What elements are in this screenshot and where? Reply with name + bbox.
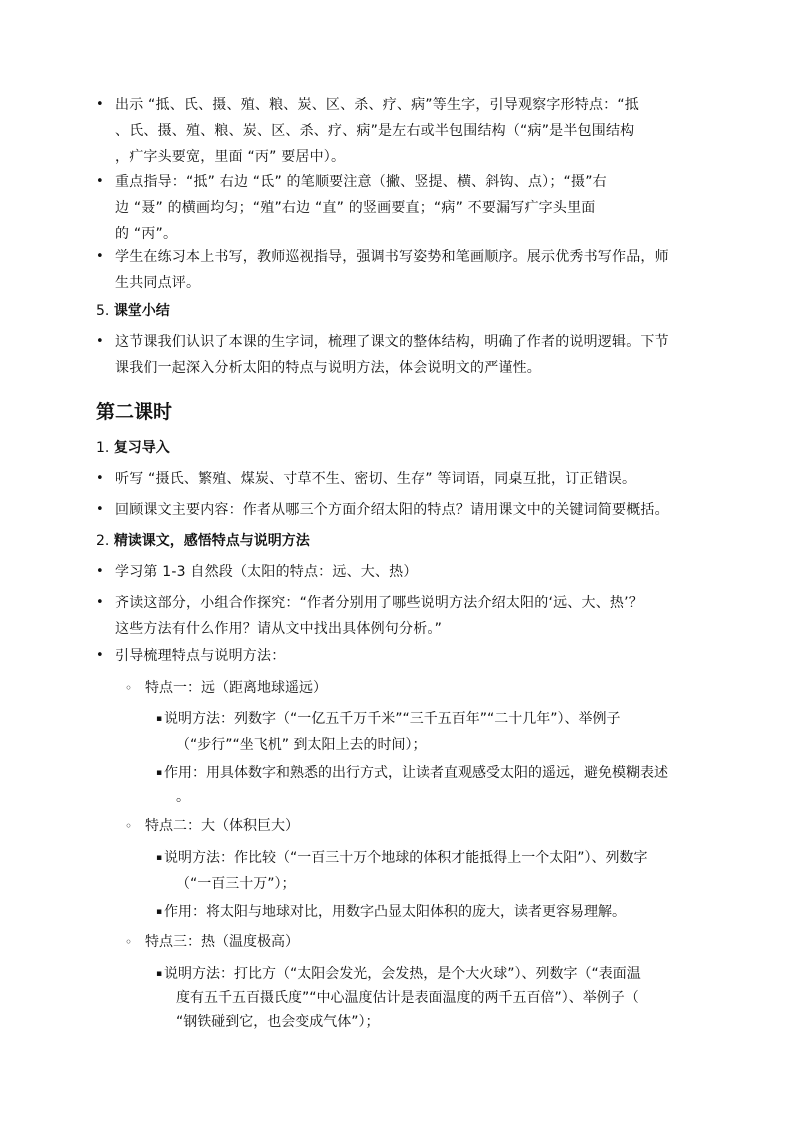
text-line: 边 “聂” 的横画均匀；“殖”右边 “直” 的竖画要直；“病” 不要漏写疒字头里面 <box>115 200 596 216</box>
lesson-heading: 第二课时 <box>96 401 173 423</box>
text-line: 齐读这部分，小组合作探究：“作者分别用了哪些说明方法介绍太阳的‘远、大、热’？ <box>115 595 643 611</box>
list-bullet: • <box>96 174 104 189</box>
list-item <box>115 169 695 247</box>
section-title: 复习导入 <box>113 440 170 456</box>
section-title: 课堂小结 <box>113 303 170 319</box>
list-bullet: • <box>96 648 104 663</box>
list-bullet: • <box>96 502 104 517</box>
detail-line: 说明方法：列数字（“一亿五千万千米”“三千五百年”“二十几年”）、举例子 <box>164 711 621 727</box>
section-heading <box>96 298 170 324</box>
detail-bullet: ▪ <box>156 853 163 863</box>
list-bullet: • <box>96 595 104 610</box>
text-line: 重点指导：“抵” 右边 “氐” 的笔顺要注意（撇、竖提、横、斜钩、点）；“摄”右 <box>115 174 607 190</box>
text-line: 出示 “抵、氏、摄、殖、粮、炭、区、杀、疗、病”等生字，引导观察字形特点：“抵 <box>115 97 640 113</box>
section-number: 2. <box>96 533 110 549</box>
text-line: 课我们一起深入分析太阳的特点与说明方法，体会说明文的严谨性。 <box>115 360 541 376</box>
section-heading <box>96 528 310 554</box>
detail-bullet: ▪ <box>156 768 163 778</box>
detail-bullet: ▪ <box>156 907 163 917</box>
list-item: 听写 “摄氏、繁殖、煤炭、寸草不生、密切、生存” 等词语，同桌互批，订正错误。 <box>115 471 637 487</box>
detail-bullet: ▪ <box>156 969 163 979</box>
text-line: 生共同点评。 <box>115 275 201 291</box>
list-item <box>115 559 695 585</box>
detail-line: 说明方法：作比较（“一百三十万个地球的体积才能抵得上一个太阳”）、列数字 <box>164 850 648 866</box>
detail-bullet: ▪ <box>156 714 163 724</box>
sub-list-bullet: ◦ <box>125 935 133 949</box>
text-line: 这节课我们认识了本课的生字词，梳理了课文的整体结构，明确了作者的说明逻辑。下节 <box>115 334 669 350</box>
detail-line: （“一百三十万”）； <box>176 876 296 892</box>
section-number: 1. <box>96 440 110 456</box>
list-item <box>115 92 695 170</box>
sub-list-bullet: ◦ <box>125 681 133 695</box>
detail-line: 作用：用具体数字和熟悉的出行方式，让读者直观感受太阳的遥远，避免模糊表述 <box>164 765 668 781</box>
feature-label: 特点一：远（距离地球遥远） <box>145 680 327 696</box>
detail-line: 说明方法：打比方（“太阳会发光，会发热，是个大火球”）、列数字（“表面温 <box>164 966 641 982</box>
detail-line: “钢铁碰到它，也会变成气体”）； <box>176 1014 380 1030</box>
feature-label: 特点三：热（温度极高） <box>145 934 299 950</box>
text-line: 学生在练习本上书写，教师巡视指导，强调书写姿势和笔画顺序。展示优秀书写作品，师 <box>115 249 669 265</box>
list-bullet: • <box>96 471 104 486</box>
detail-line: （“步行”“坐飞机” 到太阳上去的时间）； <box>176 737 427 753</box>
list-item <box>115 590 695 642</box>
list-item <box>115 329 695 381</box>
sub-list-bullet: ◦ <box>125 819 133 833</box>
text-line: 这些方法有什么作用？请从文中找出具体例句分析。” <box>115 621 443 637</box>
list-item <box>115 643 695 669</box>
feature-label: 特点二：大（体积巨大） <box>145 818 299 834</box>
list-bullet: • <box>96 249 104 264</box>
list-item: 回顾课文主要内容：作者从哪三个方面介绍太阳的特点？请用课文中的关键词简要概括。 <box>115 502 669 518</box>
list-item <box>115 244 695 296</box>
text-line: 学习第 1-3 自然段（太阳的特点：远、大、热） <box>115 564 418 580</box>
section-number: 5. <box>96 303 110 319</box>
text-line: ，疒字头要宽，里面 “丙” 要居中）。 <box>115 149 346 165</box>
text-line: 的 “丙”。 <box>115 226 178 242</box>
section-title: 精读课文，感悟特点与说明方法 <box>113 533 310 549</box>
list-bullet: • <box>96 334 104 349</box>
list-bullet: • <box>96 97 104 112</box>
detail-line: 作用：将太阳与地球对比，用数字凸显太阳体积的庞大，读者更容易理解。 <box>164 904 626 920</box>
detail-line: 度有五千五百摄氏度”“中心温度估计是表面温度的两千五百倍”）、举例子（ <box>176 990 639 1006</box>
text-line: 引导梳理特点与说明方法： <box>115 648 286 664</box>
text-line: 、氏、摄、殖、粮、炭、区、杀、疗、病”是左右或半包围结构（“病”是半包围结构 <box>115 123 635 139</box>
detail-line: 。 <box>176 789 190 805</box>
section-heading <box>96 435 170 461</box>
list-bullet: • <box>96 564 104 579</box>
